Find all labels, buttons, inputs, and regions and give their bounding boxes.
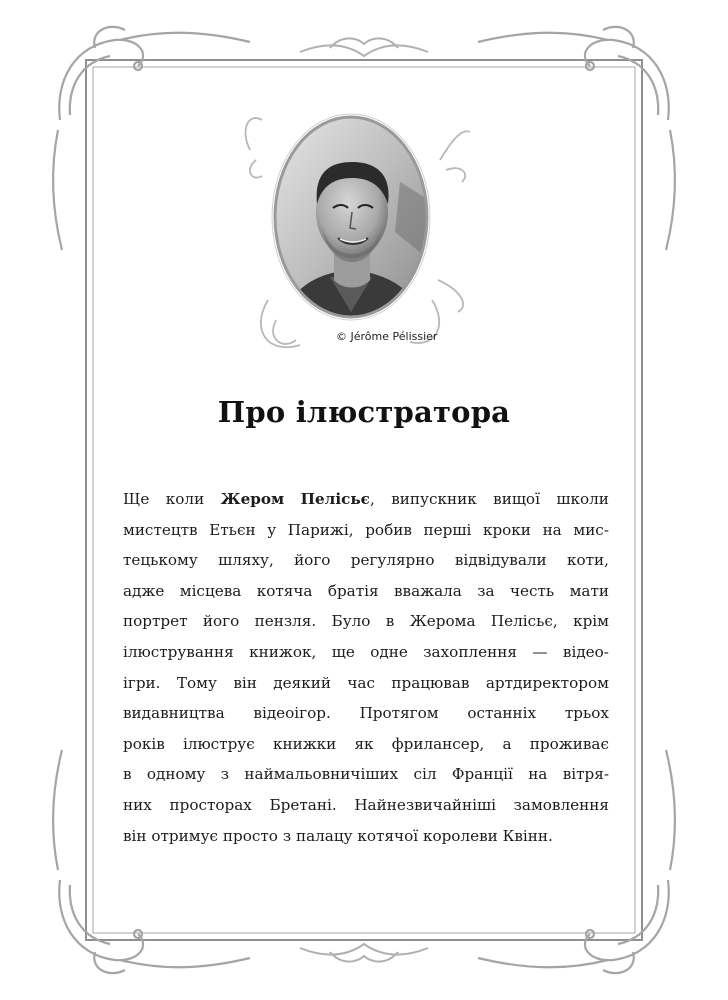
word: кроки — [482, 520, 531, 539]
word: ще — [331, 642, 355, 661]
word: в — [385, 612, 395, 631]
word: його — [202, 612, 240, 631]
biography-paragraph — [123, 484, 609, 851]
word: просто — [222, 826, 278, 845]
word: регулярно — [350, 551, 435, 570]
word: просторах — [169, 795, 252, 814]
word: адже — [123, 581, 165, 600]
word: мис- — [573, 520, 609, 539]
word: захоплення — [423, 642, 517, 661]
word: працював — [391, 673, 470, 692]
word: з — [220, 765, 230, 784]
word: робив — [365, 520, 412, 539]
word: на — [542, 520, 562, 539]
word: відеоігор. — [253, 704, 331, 723]
word: час — [347, 673, 375, 692]
top-flourish — [300, 38, 428, 56]
word: сіл — [413, 765, 437, 784]
text-line — [123, 668, 609, 699]
word: за — [477, 581, 495, 600]
word: вважала — [393, 581, 462, 600]
word: ілюструє — [182, 734, 255, 753]
word: його — [294, 551, 331, 570]
word: крім — [573, 612, 609, 631]
word: мистецтв — [123, 520, 198, 539]
word: них — [123, 795, 152, 814]
word: він — [233, 673, 257, 692]
text-line — [123, 790, 609, 821]
word: Протягом — [359, 704, 439, 723]
word: артдиректором — [485, 673, 609, 692]
word: королеви — [422, 826, 498, 845]
text-line — [123, 698, 609, 729]
word: — — [532, 642, 548, 661]
text-line — [123, 515, 609, 546]
word: мати — [569, 581, 609, 600]
word: на — [528, 765, 548, 784]
word: з — [282, 826, 292, 845]
word: вітря- — [562, 765, 609, 784]
word: одному — [146, 765, 206, 784]
word: наймальовничіших — [244, 765, 399, 784]
word: ігри. — [123, 673, 161, 692]
text-line — [123, 821, 609, 852]
word: перші — [423, 520, 472, 539]
photo-credit: © Jérôme Pélissier — [336, 330, 438, 343]
word: Пелісьє, — [490, 612, 558, 631]
word: відвідували — [454, 551, 547, 570]
page-title: Про ілюстратора — [217, 395, 511, 429]
word: коли — [165, 490, 205, 508]
word: пензля. — [254, 612, 317, 631]
word: палацу — [295, 826, 353, 845]
word: вищої — [493, 490, 540, 508]
word: замовлення — [513, 795, 609, 814]
word: Етьєн — [209, 520, 256, 539]
word: ілюстрування — [123, 642, 234, 661]
word: як — [354, 734, 374, 753]
word: тецькому — [123, 551, 198, 570]
word: Пелісьє, — [300, 490, 375, 508]
word: Парижі, — [287, 520, 354, 539]
word: книжки — [272, 734, 337, 753]
word: Ще — [123, 490, 150, 508]
word: останніх — [467, 704, 537, 723]
word: років — [123, 734, 165, 753]
word: Жерома — [409, 612, 476, 631]
word: а — [502, 734, 512, 753]
word: трьох — [564, 704, 609, 723]
word: коти, — [566, 551, 609, 570]
word: Бретані. — [269, 795, 337, 814]
word: Було — [331, 612, 371, 631]
word: деякий — [273, 673, 331, 692]
word: він — [123, 826, 147, 845]
word: Тому — [176, 673, 217, 692]
word: одне — [370, 642, 408, 661]
portrait-photo — [270, 112, 432, 322]
text-line — [123, 759, 609, 790]
text-line — [123, 606, 609, 637]
word: шляху, — [218, 551, 274, 570]
word: у — [267, 520, 277, 539]
word: видавництва — [123, 704, 225, 723]
word: котяча — [256, 581, 313, 600]
word: випускник — [391, 490, 477, 508]
word: братія — [327, 581, 379, 600]
word: Жером — [220, 490, 285, 508]
word: відео- — [562, 642, 609, 661]
word: честь — [509, 581, 555, 600]
text-line — [123, 545, 609, 576]
word: проживає — [529, 734, 609, 753]
word: Квінн. — [502, 826, 553, 845]
word: фрилансер, — [391, 734, 485, 753]
text-line — [123, 729, 609, 760]
text-line — [123, 576, 609, 607]
word: школи — [556, 490, 609, 508]
text-line — [123, 637, 609, 668]
word: портрет — [123, 612, 188, 631]
word: отримує — [151, 826, 219, 845]
word: Найнезвичайніші — [354, 795, 496, 814]
word: книжок, — [249, 642, 317, 661]
text-line — [123, 484, 609, 515]
bottom-flourish — [300, 944, 428, 962]
word: місцева — [179, 581, 242, 600]
word: в — [123, 765, 132, 784]
word: Франції — [451, 765, 513, 784]
word: котячої — [357, 826, 419, 845]
